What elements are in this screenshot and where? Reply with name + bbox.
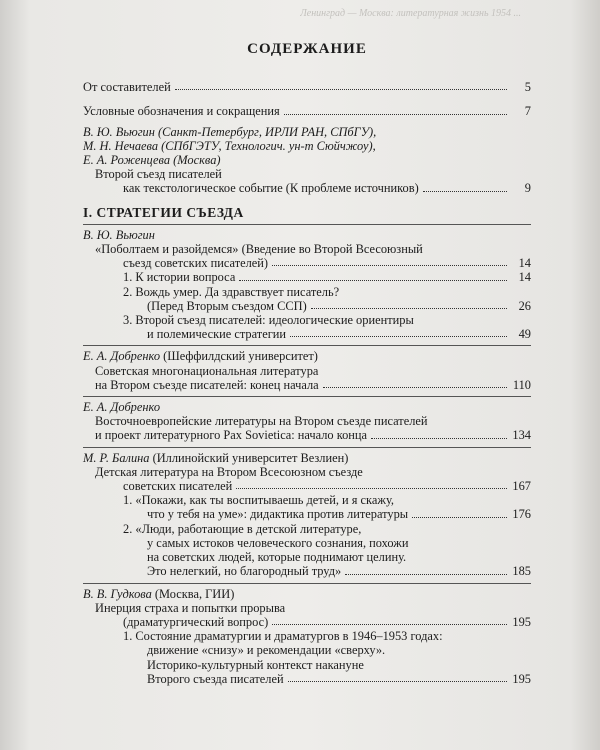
page-number: 176 <box>512 507 531 522</box>
author-affiliation: (Шеффилдский университет) <box>163 349 318 364</box>
toc-entry[interactable] <box>83 299 531 313</box>
page-number: 195 <box>512 671 531 686</box>
dot-leader <box>272 624 507 625</box>
toc-entry-title: Второго съезда писателей <box>147 671 284 686</box>
toc-entry-title: Условные обозначения и сокращения <box>83 104 280 119</box>
page-number: 110 <box>512 377 531 392</box>
dot-leader <box>290 336 507 337</box>
toc-entry[interactable] <box>83 507 531 521</box>
toc-entry-title: 1. К истории вопроса <box>123 270 236 285</box>
subsection-title: 3. Второй съезд писателей: идеологические ориентиры <box>123 313 414 328</box>
author-line: Е. А. Добренко <box>83 400 161 415</box>
toc-entry-title: От составителей <box>83 80 171 95</box>
article-title: Восточноевропейские литературы на Втором съезде писателей <box>95 414 428 429</box>
author-line: В. Ю. Вьюгин <box>83 227 155 242</box>
subsection-title: 1. Состояние драматургии и драматургов в 1946–1953 годах: <box>123 629 443 644</box>
page-title: СОДЕРЖАНИЕ <box>247 41 367 57</box>
toc-entry-title: на Втором съезде писателей: конец начала <box>95 377 319 392</box>
author-line: Е. А. Роженцева (Москва) <box>83 153 221 168</box>
dot-leader <box>175 89 507 90</box>
toc-entry[interactable] <box>83 327 531 341</box>
author-name: В. В. Гудкова <box>83 586 152 601</box>
toc-entry[interactable] <box>83 256 531 270</box>
article-title: Второй съезд писателей <box>95 167 222 182</box>
toc-entry[interactable] <box>83 479 531 493</box>
dot-leader <box>423 191 507 192</box>
author-affiliation: (Москва, ГИИ) <box>154 586 235 601</box>
dot-leader <box>236 488 507 489</box>
page-number: 14 <box>518 270 531 285</box>
author-line <box>83 349 531 363</box>
author-name: Е. А. Добренко <box>83 349 161 364</box>
toc-entry[interactable] <box>83 615 531 629</box>
subsection-title: Историко-культурный контекст накануне <box>147 657 364 672</box>
toc-entry[interactable] <box>83 80 531 94</box>
toc-entry[interactable] <box>83 564 531 578</box>
author-line: В. Ю. Вьюгин (Санкт-Петербург, ИРЛИ РАН, СПбГУ), <box>83 124 377 139</box>
author-line <box>83 587 531 601</box>
running-header-bleedthrough: Ленинград — Москва: литературная жизнь 1954 ... <box>300 8 522 19</box>
toc-entry[interactable] <box>83 181 531 195</box>
dot-leader <box>239 280 507 281</box>
toc-entry-title: Это нелегкий, но благородный труд» <box>147 564 342 579</box>
dot-leader <box>311 308 507 309</box>
dot-leader <box>412 517 507 518</box>
section-heading: I. СТРАТЕГИИ СЪЕЗДА <box>83 204 244 220</box>
dot-leader <box>323 387 507 388</box>
dot-leader <box>371 438 507 439</box>
toc-entry-title: как текстологическое событие (К проблеме источников) <box>123 181 419 196</box>
divider <box>83 583 531 584</box>
page-number: 9 <box>524 181 531 196</box>
article-title: Советская многонациональная литература <box>95 363 319 378</box>
page-number: 49 <box>518 327 531 342</box>
toc-entry[interactable] <box>83 378 531 392</box>
toc-entry-title: (Перед Вторым съездом ССП) <box>147 298 307 313</box>
table-of-contents <box>83 42 531 686</box>
subsection-title: 1. «Покажи, как ты воспитываешь детей, и я скажу, <box>123 493 394 508</box>
toc-entry[interactable] <box>83 104 531 118</box>
article-title: «Поболтаем и разойдемся» (Введение во Второй Всесоюзный <box>95 242 423 257</box>
divider <box>83 224 531 225</box>
toc-entry[interactable] <box>83 672 531 686</box>
author-line: М. Н. Нечаева (СПбГЭТУ, Технологич. ун-т Сюйчжоу), <box>83 138 376 153</box>
toc-entry-title: и проект литературного Pax Sovietica: начало конца <box>95 428 368 443</box>
toc-entry-title: съезд советских писателей) <box>123 256 269 271</box>
toc-entry[interactable] <box>83 428 531 442</box>
page-number: 167 <box>512 479 531 494</box>
toc-entry-title: советских писателей <box>123 479 233 494</box>
page-number: 195 <box>512 614 531 629</box>
article-title: Инерция страха и попытки прорыва <box>95 600 286 615</box>
page-number: 26 <box>518 298 531 313</box>
page-number: 185 <box>512 564 531 579</box>
subsection-title: на советских людей, которые поднимают целину. <box>147 550 407 565</box>
subsection-title: 2. Вождь умер. Да здравствует писатель? <box>123 284 340 299</box>
page-number: 134 <box>512 428 531 443</box>
subsection-title: движение «снизу» и рекомендации «сверху». <box>147 643 386 658</box>
dot-leader <box>345 574 507 575</box>
divider <box>83 396 531 397</box>
page-number: 7 <box>524 104 531 119</box>
toc-entry-title: что у тебя на уме»: дидактика против литературы <box>147 507 409 522</box>
author-affiliation: (Иллинойский университет Везлиен) <box>152 450 349 465</box>
toc-entry-title: (драматургический вопрос) <box>123 614 269 629</box>
subsection-title: у самых истоков человеческого сознания, похожи <box>147 535 409 550</box>
toc-entry[interactable] <box>83 270 531 284</box>
page-number: 5 <box>524 80 531 95</box>
dot-leader <box>284 114 507 115</box>
subsection-title: 2. «Люди, работающие в детской литературе, <box>123 521 362 536</box>
divider <box>83 447 531 448</box>
author-name: М. Р. Балина <box>83 450 150 465</box>
page-number: 14 <box>518 256 531 271</box>
toc-entry-title: и полемические стратегии <box>147 327 287 342</box>
author-line <box>83 451 531 465</box>
article-title: Детская литература на Втором Всесоюзном съезде <box>95 464 363 479</box>
dot-leader <box>288 681 507 682</box>
divider <box>83 345 531 346</box>
dot-leader <box>272 265 507 266</box>
